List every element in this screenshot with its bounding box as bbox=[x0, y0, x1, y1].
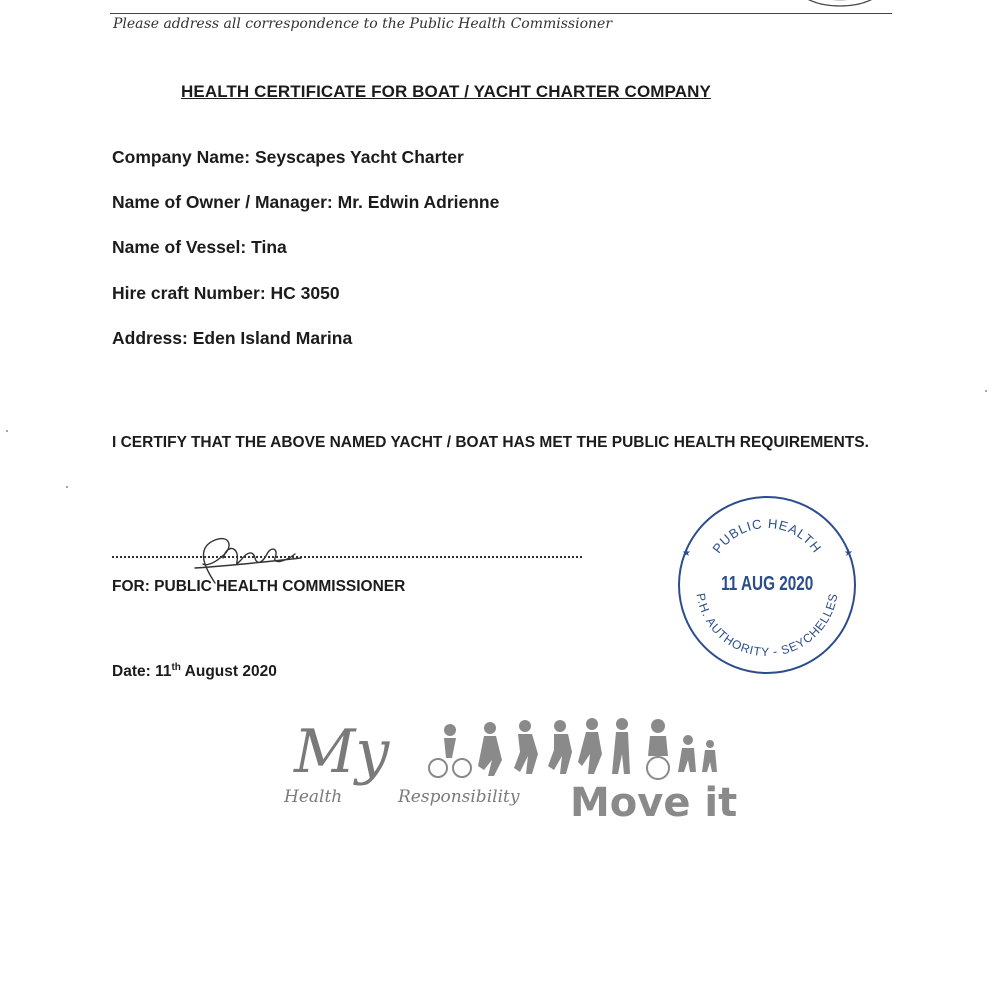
scan-speck bbox=[985, 390, 987, 392]
for-commissioner-label: FOR: PUBLIC HEALTH COMMISSIONER bbox=[112, 578, 406, 595]
certification-statement: I CERTIFY THAT THE ABOVE NAMED YACHT / BOAT HAS MET THE PUBLIC HEALTH REQUIREMENTS. bbox=[112, 434, 869, 451]
vessel-value: Tina bbox=[251, 237, 287, 257]
address-field bbox=[112, 328, 352, 349]
vessel-field bbox=[112, 237, 287, 258]
activity-figures-icon bbox=[429, 718, 717, 779]
scan-speck bbox=[66, 486, 68, 488]
scan-speck bbox=[6, 430, 8, 432]
logo-my: My bbox=[294, 717, 390, 787]
owner-label: Name of Owner / Manager: bbox=[112, 192, 333, 212]
date-label: Date: bbox=[112, 663, 151, 681]
correspondence-note: Please address all correspondence to the Public Health Commissioner bbox=[113, 16, 613, 32]
stamp-star-left: ★ bbox=[682, 548, 691, 559]
stamp-bottom-text: P.H. AUTHORITY - SEYCHELLES bbox=[693, 591, 841, 660]
date-day: 11 bbox=[155, 663, 172, 681]
date-suffix: th bbox=[171, 662, 181, 673]
seal-fragment bbox=[790, 0, 890, 10]
my-health-logo bbox=[280, 710, 740, 830]
logo-health: Health bbox=[284, 787, 343, 807]
logo-move-it: Move it bbox=[570, 780, 738, 826]
address-label: Address: bbox=[112, 328, 188, 348]
stamp-top-text: PUBLIC HEALTH bbox=[709, 515, 825, 556]
address-value: Eden Island Marina bbox=[192, 328, 353, 348]
top-rule bbox=[110, 13, 892, 14]
hire-craft-field bbox=[112, 283, 340, 304]
public-health-stamp bbox=[672, 490, 862, 680]
certificate-title: HEALTH CERTIFICATE FOR BOAT / YACHT CHARTER COMPANY bbox=[181, 82, 711, 101]
logo-responsibility: Responsibility bbox=[398, 787, 520, 807]
hire-craft-label: Hire craft Number: bbox=[112, 283, 266, 303]
date-month-year: August 2020 bbox=[184, 663, 277, 681]
stamp-star-right: ★ bbox=[844, 548, 853, 559]
hire-craft-value: HC 3050 bbox=[270, 283, 340, 303]
date-line bbox=[112, 662, 277, 681]
owner-value: Mr. Edwin Adrienne bbox=[337, 192, 500, 212]
stamp-date: 11 AUG 2020 bbox=[721, 571, 814, 595]
company-name-field bbox=[112, 147, 464, 168]
company-name-label: Company Name: bbox=[112, 147, 251, 167]
owner-field bbox=[112, 192, 499, 213]
company-name-value: Seyscapes Yacht Charter bbox=[254, 147, 464, 167]
vessel-label: Name of Vessel: bbox=[112, 237, 247, 257]
